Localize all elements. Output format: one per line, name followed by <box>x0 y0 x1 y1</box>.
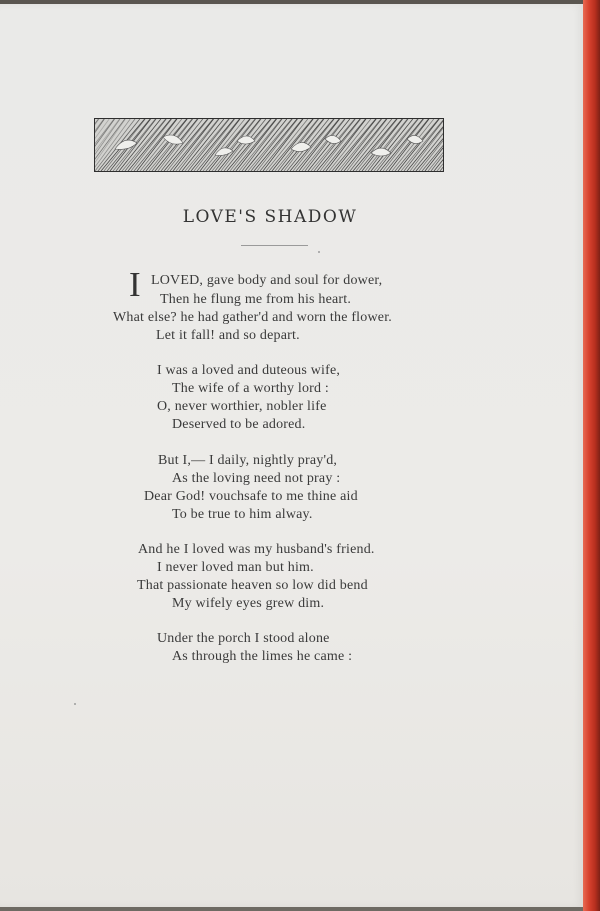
poem-line: I was a loved and duteous wife, <box>157 363 341 378</box>
paper-speck <box>318 251 320 253</box>
poem-line: That passionate heaven so low did bend <box>137 578 368 593</box>
poem-line: To be true to him alway. <box>172 507 313 522</box>
poem-line: I never loved man but him. <box>157 560 314 575</box>
poem-line: But I,— I daily, nightly pray'd, <box>158 453 338 468</box>
poem-line: My wifely eyes grew dim. <box>172 596 325 611</box>
poem-title: LOVE'S SHADOW <box>182 207 358 227</box>
poem-line: Then he flung me from his heart. <box>160 292 352 307</box>
poem-line: Under the porch I stood alone <box>157 631 330 646</box>
poem-line: As the loving need not pray : <box>172 471 341 486</box>
drop-cap: I <box>129 265 141 304</box>
poem-line: And he I loved was my husband's friend. <box>138 542 375 557</box>
poem-line: What else? he had gather'd and worn the flower. <box>113 310 392 325</box>
poem-line: Deserved to be adored. <box>172 417 306 432</box>
poem-line: LOVED, gave body and soul for dower, <box>151 273 383 288</box>
ornamental-banner <box>94 118 444 172</box>
poem-line: O, never worthier, nobler life <box>157 399 327 414</box>
red-page-edge <box>583 0 600 911</box>
poem-line: As through the limes he came : <box>172 649 353 664</box>
title-rule <box>241 245 308 246</box>
paper-speck <box>74 703 76 705</box>
poem-line: Dear God! vouchsafe to me thine aid <box>144 489 358 504</box>
poem-line: Let it fall! and so depart. <box>156 328 300 343</box>
poem-line: The wife of a worthy lord : <box>172 381 330 396</box>
